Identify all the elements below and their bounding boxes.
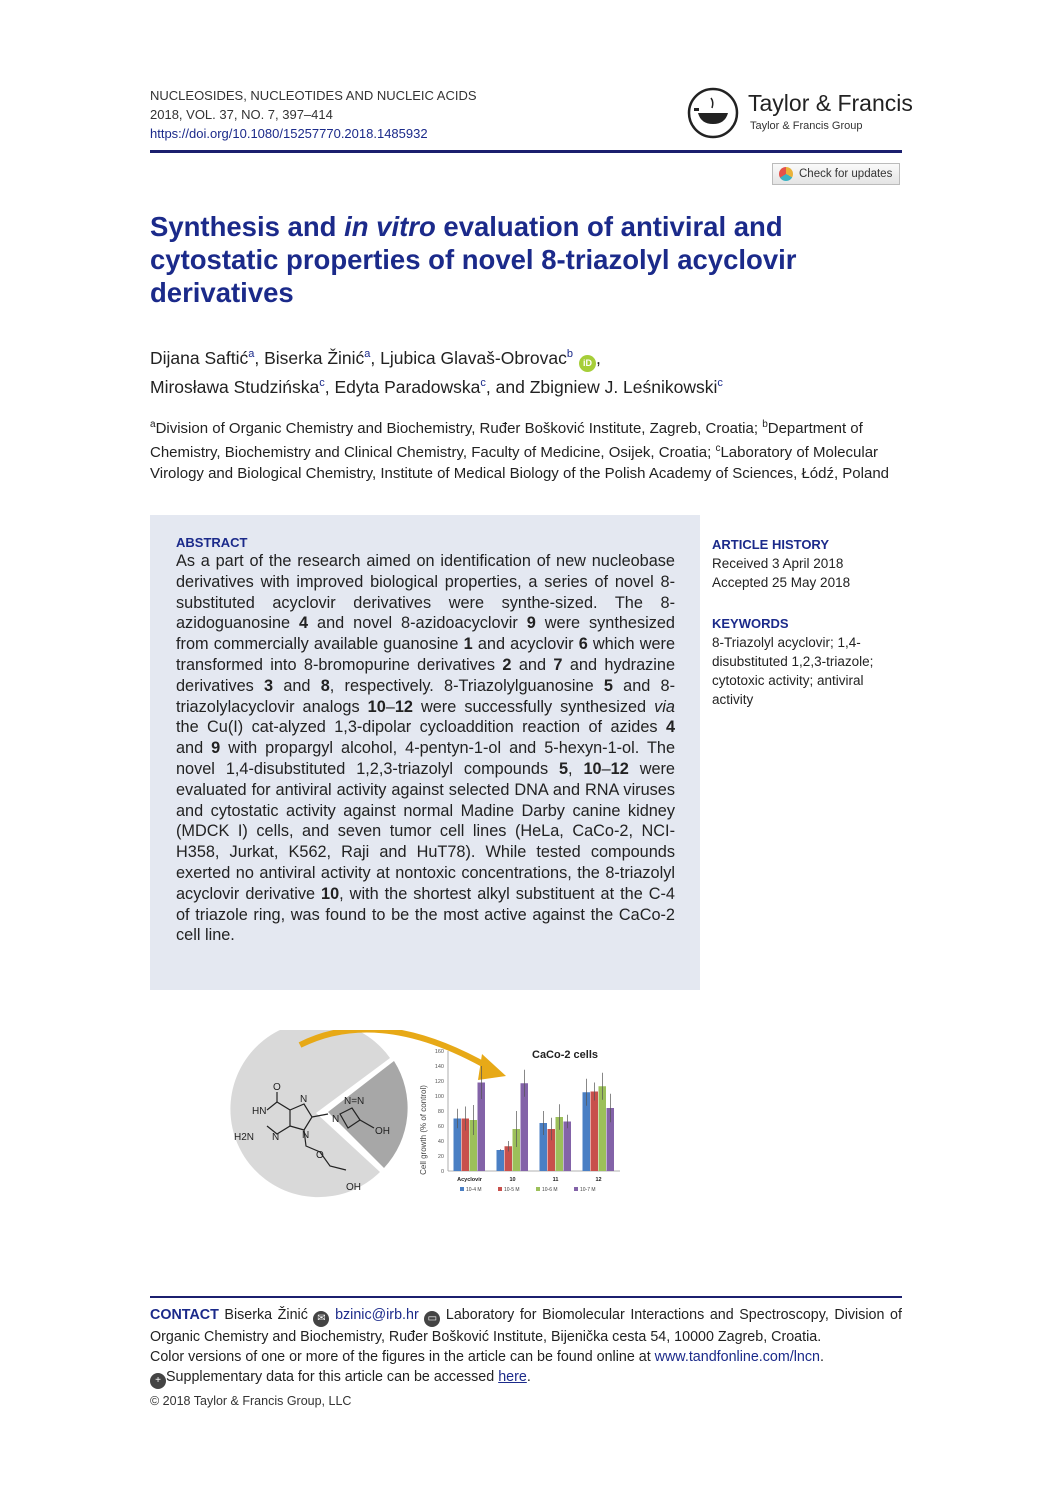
svg-text:N: N <box>332 1114 340 1125</box>
svg-text:N: N <box>300 1094 308 1105</box>
header-rule <box>150 150 902 153</box>
publisher-lamp-icon <box>686 86 740 140</box>
category-label: 10 <box>509 1177 516 1183</box>
bar <box>591 1092 599 1172</box>
legend-label: 10-7 M <box>580 1187 596 1193</box>
svg-text:OH: OH <box>375 1126 390 1137</box>
contact-info: CONTACT Biserka Žinić ✉ bzinic@irb.hr ▭ Laboratory for Biomolecular Interactions and Spectroscopy, Division of Organic Chemistry and Biochemistry, Ruđer Bošković Institute, Bijenička cesta 54, 10000 Zagreb, Croatia. Color versions of one or more of the figures in the article can be found online at www.tandfonline.com/lncn. + Supplementary data for this article can be accessed here. <box>150 1305 902 1389</box>
affiliations: $^a$Division of Organic Chemistry and Biochemistry, Ruđer Bošković Institute, Zagreb, Croatia; $^b$Department of Chemistry, Biochemistry and Clinical Chemistry, Faculty of Medicine, Osijek, Croatia; $^c$Laboratory of Molecular Virology and Biological Chemistry, Institute of Medical Biology of the Polish Academy of Sciences, Łódź, Poland <box>150 418 890 482</box>
y-tick-label: 0 <box>440 1169 444 1175</box>
received-date: Received 3 April 2018 <box>712 556 844 571</box>
tandfonline-link[interactable]: www.tandfonline.com/lncn <box>654 1349 820 1365</box>
y-tick-label: 20 <box>437 1154 444 1160</box>
legend-label: 10-6 M <box>542 1187 558 1193</box>
publisher-logo <box>686 86 913 140</box>
y-axis-label: Cell growth (% of control) <box>419 1085 428 1175</box>
legend-swatch <box>574 1187 578 1191</box>
y-tick-label: 160 <box>434 1049 444 1055</box>
y-tick-label: 40 <box>437 1139 444 1145</box>
footer-rule <box>150 1296 902 1298</box>
accepted-date: Accepted 25 May 2018 <box>712 575 851 590</box>
legend-swatch <box>536 1187 540 1191</box>
article-history: ARTICLE HISTORY Received 3 April 2018 Accepted 25 May 2018 <box>712 535 902 592</box>
journal-name: NUCLEOSIDES, NUCLEOTIDES AND NUCLEIC ACIDS <box>150 88 477 103</box>
abstract-text: As a part of the research aimed on identification of new nucleobase derivatives with improved biological properties, a series of novel 8-substituted acyclovir derivatives were synthe-sized. The 8-azidoguanosine 4 and novel 8-azidoacyclovir 9 were synthesized from commercially available guanosine 1 and acyclovir 6 which were transformed into 8-bromopurine derivatives 2 and 7 and hydrazine derivatives 3 and 8, respectively. 8-Triazolylguanosine 5 and 8-triazolylacyclovir analogs 10–12 were successfully synthesized via the Cu(I) cat-alyzed 1,3-dipolar cycloaddition reaction of azides 4 and 9 with propargyl alcohol, 4-pentyn-1-ol and 5-hexyn-1-ol. The novel 1,4-disubstituted 1,2,3-triazolyl compounds 5, 10–12 were evaluated for antiviral activity against selected DNA and RNA viruses and cytostatic activity against normal Madine Darby canine kidney (MDCK I) cells, and seven tumor cell lines (HeLa, CaCo-2, NCI-H358, Jurkat, K562, Raji and HuT78). While tested compounds exerted no antiviral activity at nontoxic concentrations, the 8-triazolyl acyclovir derivative 10, with the shortest alkyl substituent at the C-4 of triazole ring, was found to be the most active against the CaCo-2 cell line. <box>176 552 676 945</box>
svg-text:N: N <box>302 1130 310 1141</box>
supplementary-link[interactable]: here <box>498 1369 527 1385</box>
legend-label: 10-5 M <box>504 1187 520 1193</box>
supplementary-icon: + <box>150 1373 166 1389</box>
y-tick-label: 60 <box>437 1124 444 1130</box>
category-label: 11 <box>552 1177 559 1183</box>
orcid-icon[interactable]: iD <box>579 355 596 372</box>
legend-swatch <box>460 1187 464 1191</box>
journal-volume: 2018, VOL. 37, NO. 7, 397–414 <box>150 107 333 122</box>
check-for-updates-button[interactable]: Check for updates <box>772 163 900 185</box>
svg-text:O: O <box>316 1150 324 1161</box>
footer-block <box>150 1305 902 1409</box>
y-tick-label: 100 <box>434 1094 444 1100</box>
abstract-box <box>150 515 700 990</box>
publisher-group: Taylor & Francis Group <box>750 120 863 132</box>
crossmark-icon <box>779 167 793 181</box>
category-label: Acyclovir <box>457 1177 482 1183</box>
title-block <box>150 210 902 484</box>
pie-molecule <box>230 1030 506 1197</box>
email-icon: ✉ <box>313 1311 329 1327</box>
chart-title: CaCo-2 cells <box>532 1049 599 1061</box>
bar <box>497 1150 505 1171</box>
legend-swatch <box>498 1187 502 1191</box>
doi-link[interactable]: https://doi.org/10.1080/15257770.2018.1485932 <box>150 126 428 141</box>
svg-text:H2N: H2N <box>234 1132 255 1143</box>
email-link[interactable]: bzinic@irb.hr <box>335 1307 419 1323</box>
abstract-heading: ABSTRACT <box>176 535 248 550</box>
arrow-icon <box>478 1054 506 1080</box>
graphical-abstract <box>220 1030 630 1205</box>
y-tick-label: 120 <box>434 1079 444 1085</box>
copyright: © 2018 Taylor & Francis Group, LLC <box>150 1394 352 1408</box>
article-title: Synthesis and in vitro evaluation of antiviral and cytostatic properties of novel 8-triazolyl acyclovir derivatives <box>150 211 797 308</box>
keywords: KEYWORDS 8-Triazolyl acyclovir; 1,4-disubstituted 1,2,3-triazole; cytotoxic activity; antiviral activity <box>712 614 902 709</box>
publisher-name: Taylor & Francis <box>748 90 913 116</box>
bar-chart <box>419 1049 620 1193</box>
y-tick-label: 80 <box>437 1109 444 1115</box>
bar <box>564 1122 572 1172</box>
y-tick-label: 140 <box>434 1064 444 1070</box>
svg-text:OH: OH <box>346 1182 361 1193</box>
keywords-text: 8-Triazolyl acyclovir; 1,4-disubstituted 1,2,3-triazole; cytotoxic activity; antiviral activity <box>712 635 874 707</box>
svg-text:N: N <box>272 1132 280 1143</box>
svg-text:N=N: N=N <box>344 1096 365 1107</box>
category-label: 12 <box>595 1177 602 1183</box>
svg-text:HN: HN <box>252 1106 267 1117</box>
svg-text:O: O <box>273 1082 281 1093</box>
address-icon: ▭ <box>424 1311 440 1327</box>
author-list: Dijana Saftić$^a$, Biserka Žinić$^a$, Ljubica Glavaš-Obrovac$^b$iD , Mirosława Studzińska$^c$, Edyta Paradowska$^c$, and Zbigniew J. Leśnikowski$^c$ <box>150 347 723 397</box>
legend-label: 10-4 M <box>466 1187 482 1193</box>
journal-header <box>150 86 477 143</box>
